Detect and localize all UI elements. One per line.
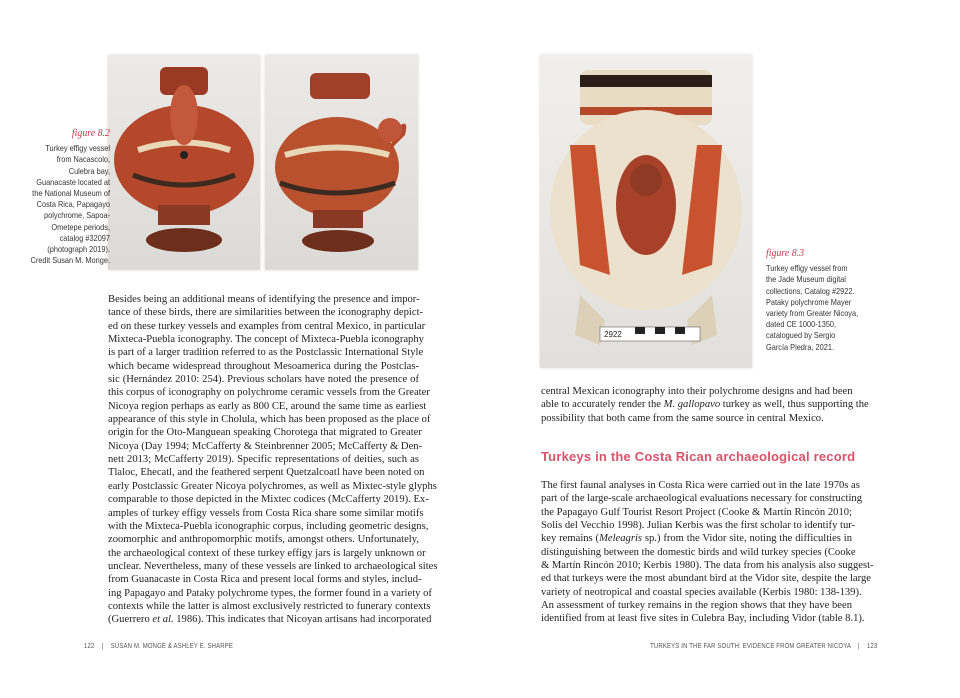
text-line: is part of a larger tradition referred to as the Postclassic International Style <box>108 347 424 359</box>
text-line: & Martín Rincón 2010; Kerbis 1980). The data from his analysis also suggest- <box>541 560 874 572</box>
figure-8-2-photo-side <box>265 55 418 270</box>
text-line: tance of these birds, there are similarities between the iconography depict- <box>108 307 424 319</box>
caption-line: the National Museum of <box>32 189 110 199</box>
running-head: SUSAN M. MONGE & ASHLEY E. SHARPE <box>110 643 234 650</box>
text-line: ed on these turkey vessels and examples from central Mexico, in particular <box>108 320 426 332</box>
text-line: Nicoya region perhaps as early as 800 CE, around the same time as earliest <box>108 400 427 412</box>
text-line: amples of turkey effigy vessels from Costa Rica share some similar motifs <box>108 507 424 519</box>
text-line: with the Mixteca-Puebla iconographic corpus, including geometric designs, <box>108 520 429 532</box>
left-body-text <box>108 293 438 627</box>
figure-8-3-photo <box>540 55 752 368</box>
text-line: this corpus of iconography on polychrome ceramic vessels from the Greater <box>108 387 430 399</box>
text-line: unclear. Nevertheless, many of these vessels are linked to archaeological sites <box>108 560 438 572</box>
caption-line: Guanacaste located at <box>36 177 110 187</box>
text-line: variety of neotropical and coastal species available (Kerbis 1980: 138-139). <box>541 586 862 598</box>
caption-line: Culebra bay, <box>68 166 110 176</box>
figure-8-2-photo-front <box>108 55 260 270</box>
caption-line: Ometepe periods, <box>51 222 110 232</box>
text-line: the Papagayo Gulf Tourist Resort Project (Cooke & Martín Rincón 2010; <box>541 506 852 518</box>
text-line: distinguishing between the domestic birds and wild turkey species (Cooke <box>541 546 856 558</box>
figure-label: figure 8.3 <box>766 247 805 259</box>
caption-line: García Piedra, 2021. <box>766 342 835 352</box>
text-line: The first faunal analyses in Costa Rica were carried out in the late 1970s as <box>541 480 860 491</box>
right-body-text <box>541 479 874 626</box>
page-number: 123 <box>866 643 877 650</box>
text-line: origin for the Oto-Manguean speaking Chorotega that migrated to Greater <box>108 427 422 439</box>
caption-line: Credit Susan M. Monge. <box>30 256 110 266</box>
caption-line: (photograph 2019). <box>47 245 110 255</box>
text-line: early Postclassic Greater Nicoya polychromes, as well as Mixtec-style glyphs <box>108 480 437 492</box>
turkey-vessel-image <box>108 55 260 270</box>
caption-line: polychrome, Sapoa- <box>44 211 110 221</box>
page-number: 122 <box>84 643 95 650</box>
text-line: (Guerrero et al. 1986). This indicates that Nicoyan artisans had incorporated <box>108 614 432 626</box>
footer-separator: | <box>101 643 104 650</box>
text-line: Nicoya (Day 1994; McCafferty & Steinbrenner 2005; McCafferty & Den- <box>108 440 423 452</box>
caption-line: Turkey effigy vessel from <box>766 264 848 274</box>
text-line: nett 2013; McCafferty 2019). Specific representations of deities, such as <box>108 454 419 466</box>
right-intro-text <box>541 385 869 425</box>
turkey-vessel-image <box>540 55 752 368</box>
caption-line: catalogued by Sergio <box>766 331 836 341</box>
text-line: able to accurately render the M. gallopavo turkey as well, thus supporting the <box>541 399 869 411</box>
turkey-vessel-image <box>265 55 418 270</box>
text-line: appearance of this style in Cholula, which has been proposed as the place of <box>108 414 431 426</box>
caption-line: Turkey effigy vessel <box>45 144 110 154</box>
text-line: An assessment of turkey remains in the region shows that they have been <box>541 600 852 612</box>
figure-8-3-caption <box>766 248 874 353</box>
section-heading: Turkeys in the Costa Rican archaeological record <box>541 449 856 464</box>
text-line: Besides being an additional means of identifying the presence and impor- <box>108 294 420 305</box>
text-line: part of the large-scale archaeological evaluations necessary for constructing <box>541 493 863 505</box>
catalog-tag: 2922 <box>604 330 622 339</box>
text-line: identified from at least five sites in Culebra Bay, including Vidor (table 8.1). <box>541 613 865 625</box>
text-line: Solis del Vecchio 1998). Julian Kerbis was the first scholar to identify tur- <box>541 520 856 532</box>
text-line: from Guanacaste in Costa Rica and present local forms and styles, includ- <box>108 574 422 586</box>
caption-line: variety from Greater Nicoya, <box>766 309 859 319</box>
caption-line: Costa Rica, Papagayo <box>36 200 110 210</box>
caption-line: collections, Catalog #2922. <box>766 286 855 296</box>
text-line: ed that turkeys were the most abundant bird at the Vidor site, despite the large <box>541 573 871 585</box>
text-line: ing Papagayo and Pataky polychrome types, the former found in a variety of <box>108 587 432 599</box>
text-line: Tlaloc, Ehecatl, and the feathered serpent Quetzalcoatl have been noted on <box>108 467 425 479</box>
text-line: the archaeological context of these turkey effigy jars is largely unknown or <box>108 547 426 559</box>
footer-separator: | <box>857 643 860 650</box>
text-line: Mixteca-Puebla iconography. The concept of Mixteca-Puebla iconography <box>108 334 424 346</box>
left-footer <box>84 643 233 650</box>
caption-line: from Nacascolo, <box>56 155 110 165</box>
caption-line: the Jade Museum digital <box>766 275 846 285</box>
text-line: central Mexican iconography into their polychrome designs and had been <box>541 386 853 397</box>
text-line: zoomorphic and anthropomorphic motifs, amongst others. Unfortunately, <box>108 534 419 546</box>
text-line: key remains (Meleagris sp.) from the Vidor site, noting the difficulties in <box>541 533 853 545</box>
right-footer <box>650 643 877 650</box>
caption-line: catalog #32097 <box>59 233 110 243</box>
text-line: possibility that both came from the same source in central Mexico. <box>541 412 824 424</box>
caption-line: dated CE 1000-1350, <box>766 320 837 330</box>
running-head: TURKEYS IN THE FAR SOUTH: EVIDENCE FROM GREATER NICOYA <box>649 643 851 650</box>
caption-line: Pataky polychrome Mayer <box>766 297 852 307</box>
text-line: contexts while the latter is almost exclusively restricted to funerary contexts <box>108 600 431 612</box>
figure-label: figure 8.2 <box>71 127 110 139</box>
text-line: comparable to those depicted in the Mixtec codices (McCafferty 2019). Ex- <box>108 494 429 506</box>
text-line: sic (Hernández 2010: 254). Previous scholars have noted the presence of <box>108 374 419 386</box>
figure-8-2-caption <box>16 128 110 266</box>
text-line: which became widespread throughout Mesoamerica during the Postclas- <box>108 360 419 372</box>
